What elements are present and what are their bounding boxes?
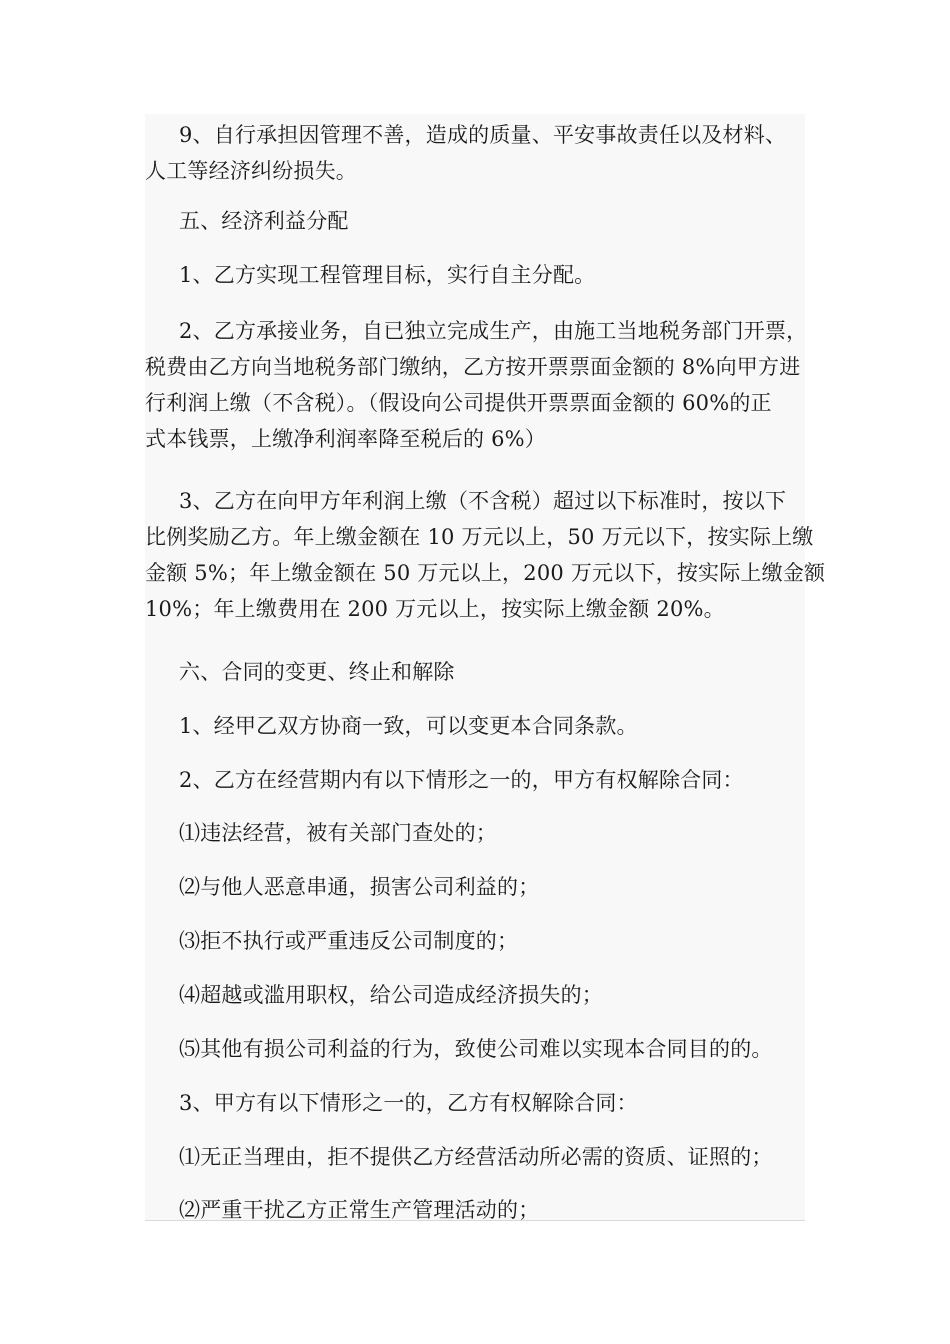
- paragraph-5-2: [145, 313, 807, 457]
- text-line: 金额 5%；年上缴金额在 50 万元以上，200 万元以下，按实际上缴金额: [145, 561, 826, 585]
- text-line: 3、乙方在向甲方年利润上缴（不含税）超过以下标准时，按以下: [179, 489, 787, 513]
- text-line: ⑴无正当理由，拒不提供乙方经营活动所必需的资质、证照的；: [179, 1145, 773, 1169]
- section-heading-6: [145, 654, 807, 690]
- text-line: ⑷超越或滥用职权，给公司造成经济损失的；: [179, 983, 603, 1007]
- text-line: 2、乙方承接业务，自已独立完成生产，由施工当地税务部门开票，: [179, 319, 808, 343]
- paragraph-5-3: [145, 483, 826, 627]
- text-line: ⑵与他人恶意串通，损害公司利益的；: [179, 875, 540, 899]
- text-line: 1、经甲乙双方协商一致，可以变更本合同条款。: [179, 714, 638, 738]
- text-line: ⑸其他有损公司利益的行为，致使公司难以实现本合同目的的。: [179, 1037, 773, 1061]
- text-line: 3、甲方有以下情形之一的，乙方有权解除合同：: [179, 1091, 638, 1115]
- text-line: 1、乙方实现工程管理目标，实行自主分配。: [179, 263, 596, 287]
- text-line: ⑶拒不执行或严重违反公司制度的；: [179, 929, 519, 953]
- section-heading-5: [145, 203, 807, 239]
- text-line: ⑴违法经营，被有关部门查处的；: [179, 821, 497, 845]
- paragraph-6-1: [145, 708, 807, 744]
- list-item: [145, 815, 807, 851]
- text-line: 比例奖励乙方。年上缴金额在 10 万元以上，50 万元以下，按实际上缴: [145, 525, 814, 549]
- text-line: 六、合同的变更、终止和解除: [179, 660, 455, 684]
- paragraph-5-1: [145, 257, 807, 293]
- text-line: 人工等经济纠纷损失。: [145, 159, 357, 183]
- text-line: 10%；年上缴费用在 200 万元以上，按实际上缴金额 20%。: [145, 597, 725, 621]
- text-line: 9、自行承担因管理不善，造成的质量、平安事故责任以及材料、: [179, 123, 787, 147]
- list-item: [145, 1192, 807, 1228]
- list-item: [145, 977, 807, 1013]
- paragraph-6-3: [145, 1085, 807, 1121]
- list-item: [145, 923, 807, 959]
- text-line: 2、乙方在经营期内有以下情形之一的，甲方有权解除合同：: [179, 768, 744, 792]
- list-item: [145, 1139, 807, 1175]
- text-line: ⑵严重干扰乙方正常生产管理活动的；: [179, 1198, 540, 1222]
- list-item: [145, 1031, 807, 1067]
- paragraph-6-2: [145, 762, 807, 798]
- list-item: [145, 869, 807, 905]
- text-line: 行利润上缴（不含税）。（假设向公司提供开票票面金额的 60%的正: [145, 391, 772, 415]
- paragraph-item-9: [145, 117, 807, 189]
- text-line: 五、经济利益分配: [179, 209, 349, 233]
- text-line: 式本钱票，上缴净利润率降至税后的 6%）: [145, 427, 546, 451]
- text-line: 税费由乙方向当地税务部门缴纳，乙方按开票票面金额的 8%向甲方进: [145, 355, 801, 379]
